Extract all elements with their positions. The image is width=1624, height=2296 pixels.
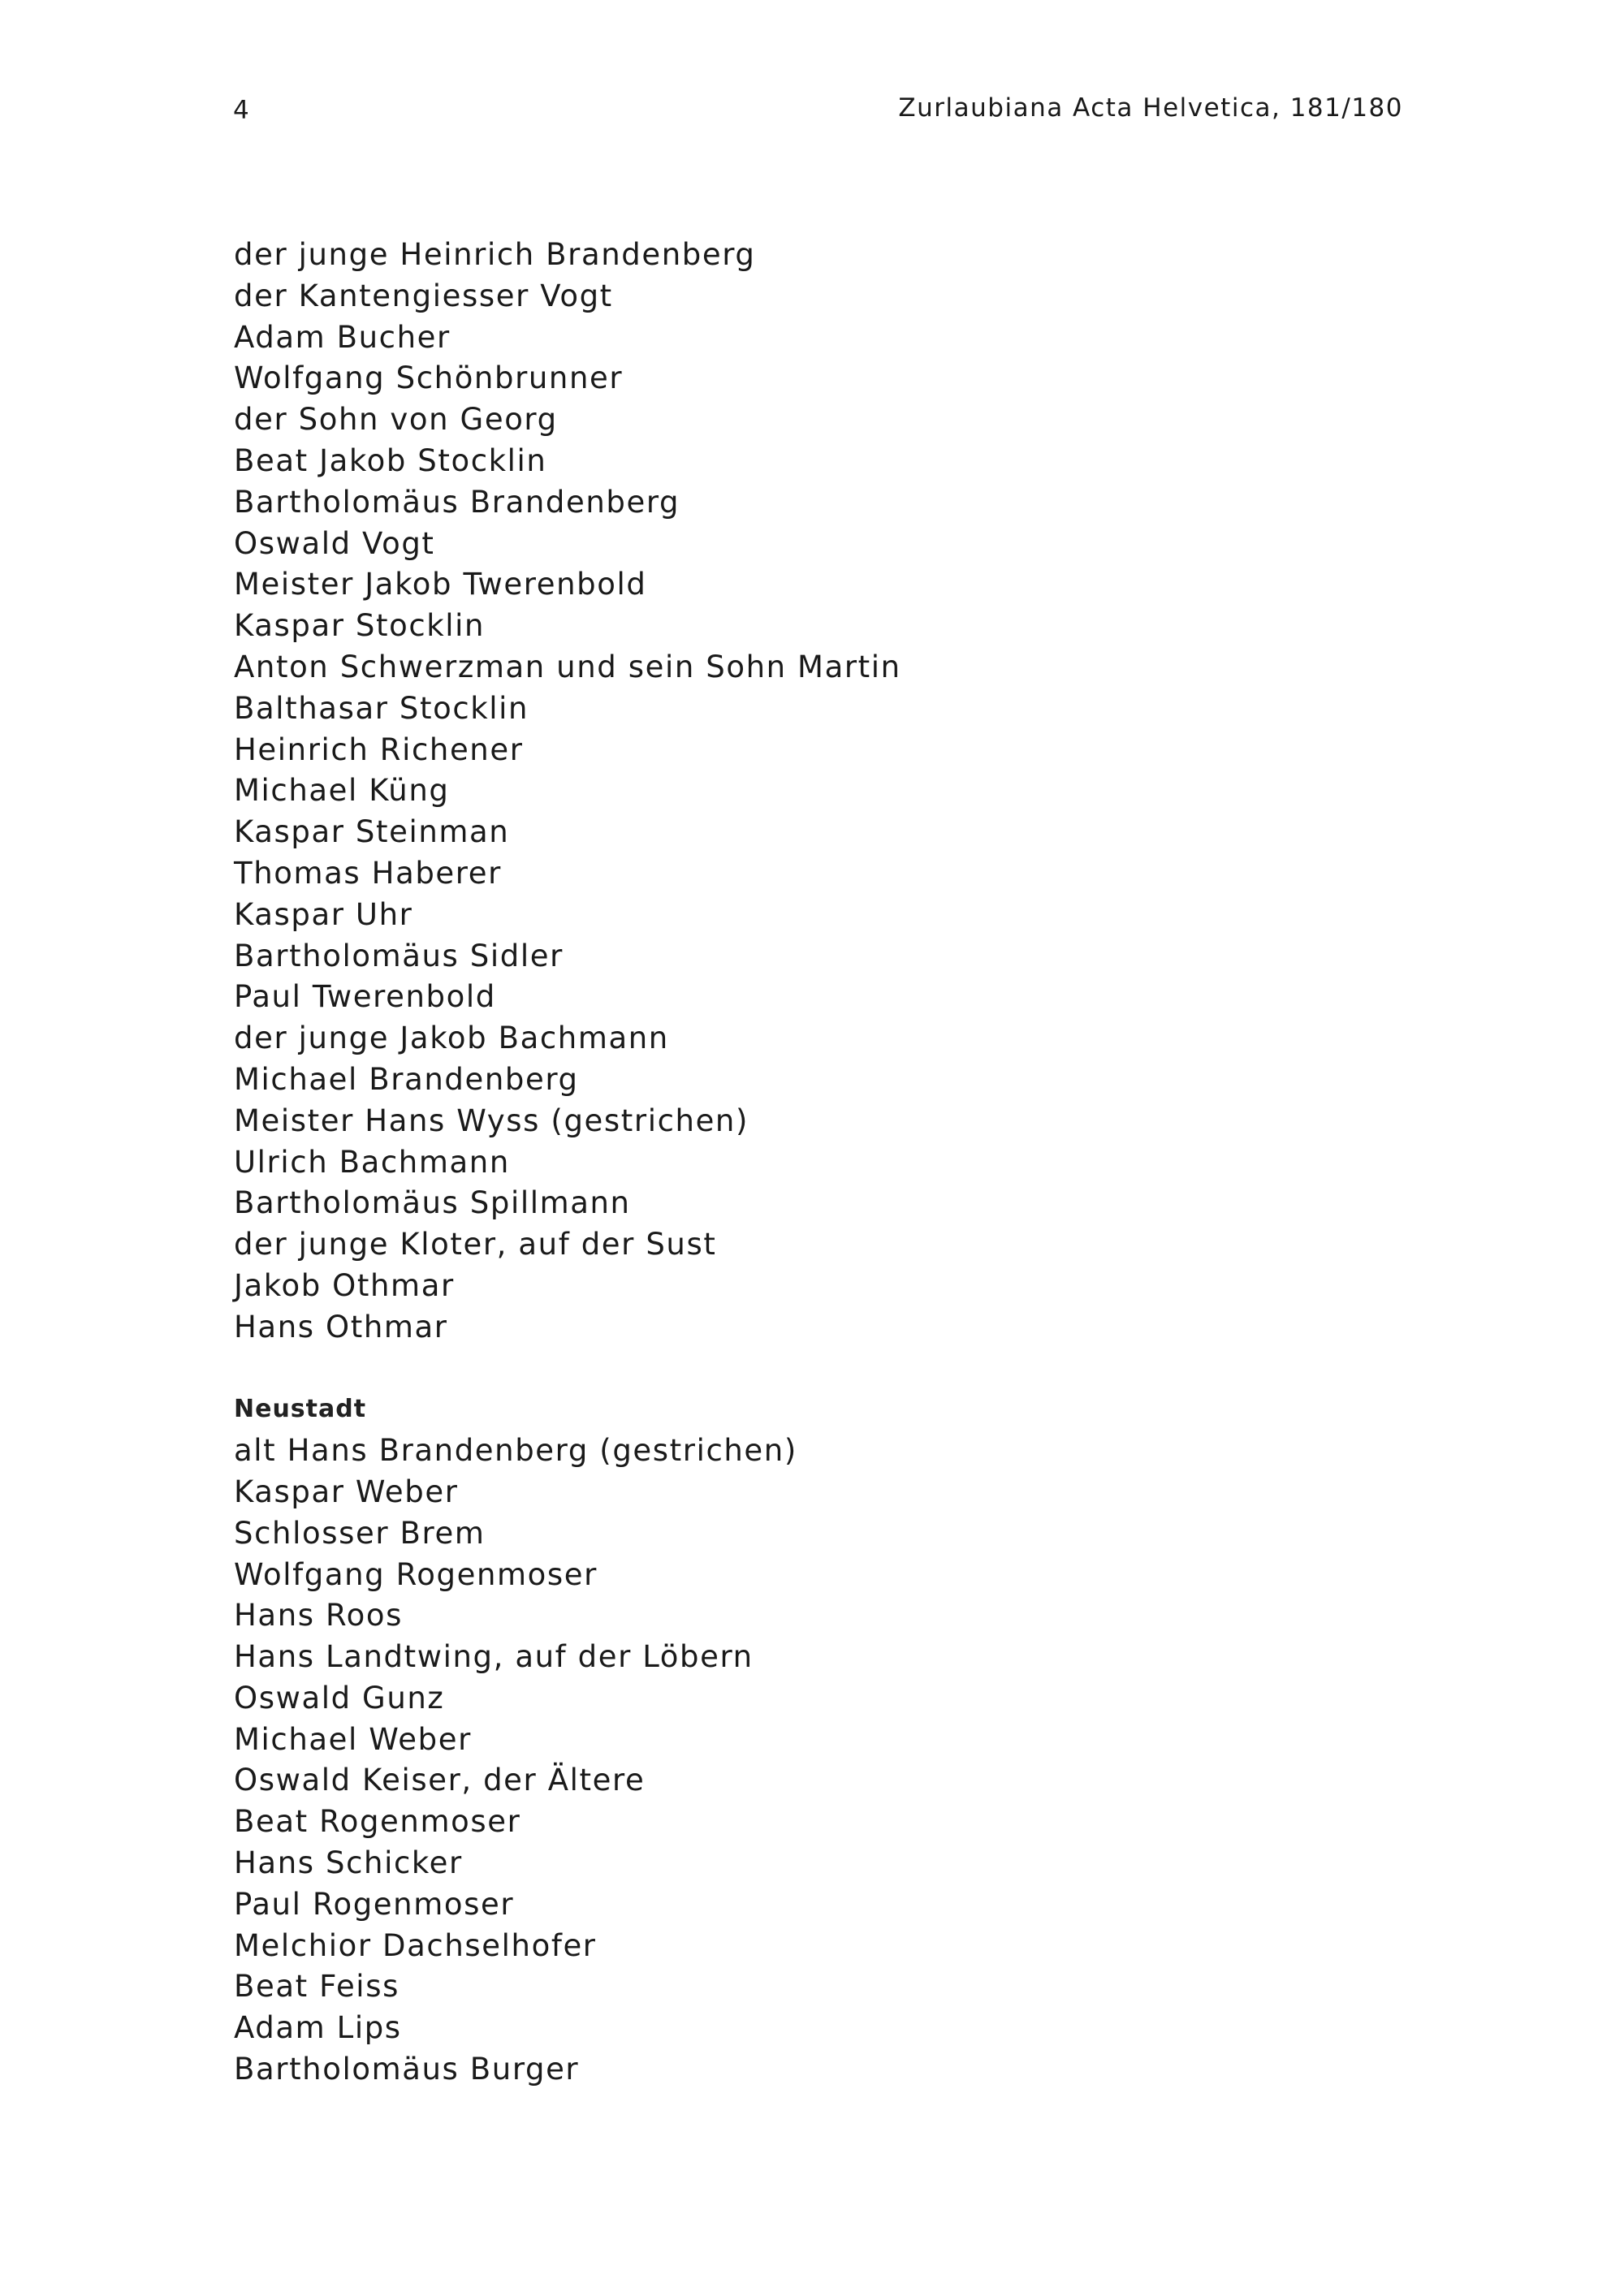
list-item: Wolfgang Rogenmoser xyxy=(234,1556,598,1592)
list-item: Schlosser Brem xyxy=(234,1515,486,1551)
running-header: Zurlaubiana Acta Helvetica, 181/180 xyxy=(898,93,1403,123)
list-item: Adam Lips xyxy=(234,2010,402,2046)
list-item: Oswald Keiser, der Ältere xyxy=(234,1763,646,1798)
list-item: Beat Jakob Stocklin xyxy=(234,442,547,478)
list-item: der Kantengiesser Vogt xyxy=(234,278,613,313)
list-item: Melchior Dachselhofer xyxy=(234,1927,597,1963)
list-item: Oswald Gunz xyxy=(234,1680,445,1716)
list-item: Balthasar Stocklin xyxy=(234,690,529,726)
list-item: alt Hans Brandenberg (gestrichen) xyxy=(234,1433,797,1469)
list-item: Beat Rogenmoser xyxy=(234,1804,521,1840)
list-item: Kaspar Uhr xyxy=(234,896,413,932)
list-item: Beat Feiss xyxy=(234,1969,400,2005)
list-item: Paul Rogenmoser xyxy=(234,1886,515,1922)
list-item: Oswald Vogt xyxy=(234,525,435,561)
list-item: Wolfgang Schönbrunner xyxy=(234,360,624,396)
list-item: Hans Roos xyxy=(234,1598,403,1634)
list-item: Jakob Othmar xyxy=(234,1267,455,1303)
list-item: Bartholomäus Brandenberg xyxy=(234,484,680,520)
list-item: Michael Küng xyxy=(234,773,450,809)
list-item: Michael Brandenberg xyxy=(234,1061,579,1097)
list-item: Bartholomäus Burger xyxy=(234,2052,580,2087)
list-item: der junge Kloter, auf der Sust xyxy=(234,1227,717,1262)
list-item: Paul Twerenbold xyxy=(234,979,496,1015)
list-item: Kaspar Stocklin xyxy=(234,608,486,644)
list-item: Anton Schwerzman und sein Sohn Martin xyxy=(234,649,901,684)
list-item: Meister Hans Wyss (gestrichen) xyxy=(234,1103,749,1138)
list-item: Hans Othmar xyxy=(234,1309,448,1344)
list-item: Thomas Haberer xyxy=(234,855,502,891)
page-number: 4 xyxy=(233,96,250,125)
list-item: der junge Jakob Bachmann xyxy=(234,1021,669,1056)
name-list-neustadt xyxy=(234,1431,1371,2091)
list-item: der junge Heinrich Brandenberg xyxy=(234,237,756,272)
list-item: Bartholomäus Sidler xyxy=(234,938,564,973)
list-item: Hans Landtwing, auf der Löbern xyxy=(234,1639,754,1675)
list-item: Adam Bucher xyxy=(234,319,451,355)
list-item: der Sohn von Georg xyxy=(234,402,558,438)
document-body xyxy=(234,235,1371,2091)
list-item: Kaspar Steinman xyxy=(234,814,510,850)
list-item: Meister Jakob Twerenbold xyxy=(234,567,647,602)
list-item: Kaspar Weber xyxy=(234,1474,459,1509)
list-item: Ulrich Bachmann xyxy=(234,1144,510,1180)
list-item: Hans Schicker xyxy=(234,1845,463,1881)
section-heading-neustadt: Neustadt xyxy=(234,1395,367,1424)
list-item: Bartholomäus Spillmann xyxy=(234,1185,631,1221)
list-item: Michael Weber xyxy=(234,1721,472,1757)
name-list xyxy=(234,235,1371,1349)
list-item: Heinrich Richener xyxy=(234,732,524,767)
